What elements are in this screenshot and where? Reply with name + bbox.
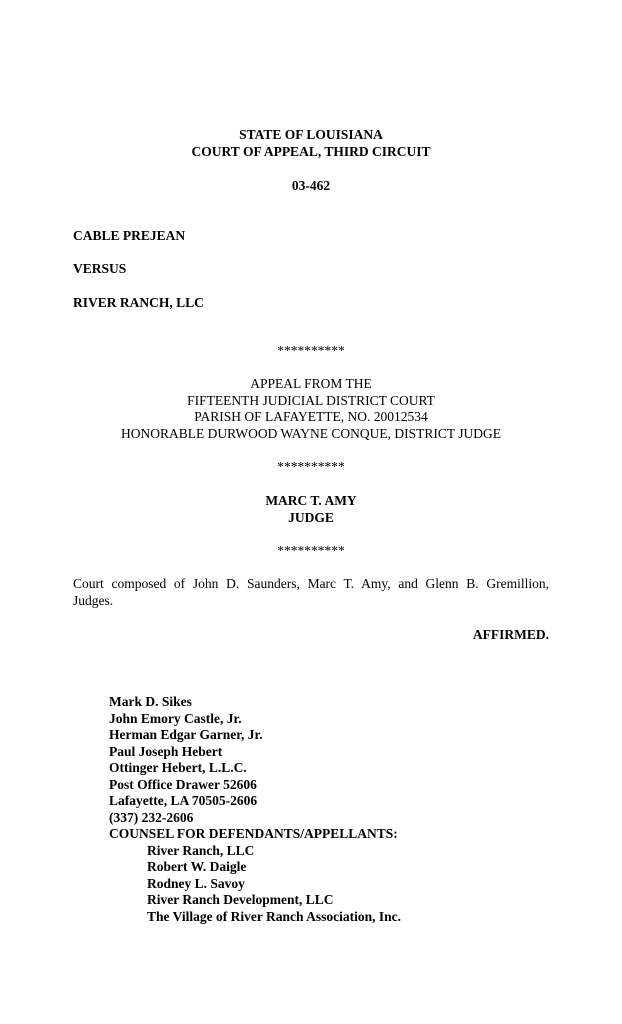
versus-label: VERSUS (73, 261, 127, 276)
counsel-role: COUNSEL FOR DEFENDANTS/APPELLANTS: (109, 826, 398, 841)
judge-name: MARC T. AMY (265, 493, 357, 508)
composition-line: Court composed of John D. Saunders, Marc T. Amy, and Glenn B. Gremillion, (73, 576, 549, 591)
counsel-line: Ottinger Hebert, L.L.C. (109, 760, 247, 775)
client-line: River Ranch, LLC (147, 842, 255, 858)
state-name: STATE OF LOUISIANA (239, 127, 383, 142)
composition-line: Judges. (73, 592, 114, 608)
authoring-judge (0, 493, 622, 526)
counsel-line: (337) 232-2606 (109, 809, 194, 825)
counsel-line: Lafayette, LA 70505-2606 (109, 793, 258, 808)
counsel-line: Herman Edgar Garner, Jr. (109, 727, 263, 742)
client-line: Rodney L. Savoy (147, 875, 245, 891)
counsel-line: Post Office Drawer 52606 (109, 776, 257, 792)
appeal-line: PARISH OF LAFAYETTE, NO. 20012534 (194, 409, 428, 424)
judge-title: JUDGE (288, 509, 334, 525)
counsel-line: Mark D. Sikes (109, 694, 192, 709)
appeal-block (0, 376, 622, 442)
court-name: COURT OF APPEAL, THIRD CIRCUIT (191, 143, 431, 159)
counsel-line: Paul Joseph Hebert (109, 743, 223, 759)
court-composition (73, 576, 549, 609)
client-line: River Ranch Development, LLC (147, 892, 334, 907)
disposition: AFFIRMED. (472, 627, 549, 642)
separator-stars: ********** (277, 343, 345, 358)
counsel-line: John Emory Castle, Jr. (109, 710, 242, 726)
separator-stars: ********** (277, 543, 345, 558)
appeal-line: FIFTEENTH JUDICIAL DISTRICT COURT (187, 392, 435, 408)
separator-stars: ********** (277, 459, 345, 474)
defendant-name: RIVER RANCH, LLC (73, 295, 204, 310)
appeal-line: APPEAL FROM THE (250, 376, 372, 391)
client-line: The Village of River Ranch Association, Inc. (147, 908, 402, 924)
plaintiff-name: CABLE PREJEAN (73, 228, 186, 243)
client-line: Robert W. Daigle (147, 859, 247, 874)
court-header (0, 127, 622, 160)
counsel-block (109, 694, 401, 925)
appeal-line: HONORABLE DURWOOD WAYNE CONQUE, DISTRICT JUDGE (120, 425, 501, 441)
docket-number: 03-462 (291, 178, 331, 193)
